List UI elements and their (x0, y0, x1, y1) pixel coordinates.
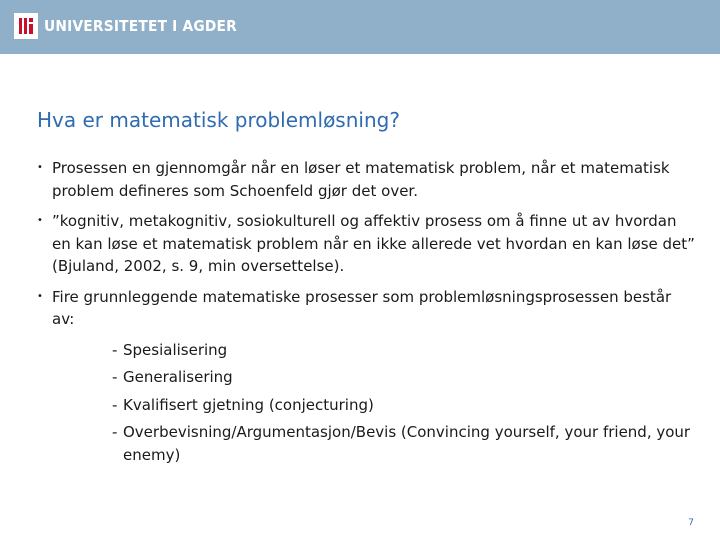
dash-marker: - (112, 395, 118, 414)
dash-marker: - (112, 368, 118, 386)
bullet-icon: • (37, 290, 43, 302)
bullet-text: Fire grunnleggende matematiske prosesser som problemløsningsprosessen består av: (52, 287, 672, 328)
bullet-icon: • (37, 215, 43, 226)
sub-list (37, 339, 697, 467)
sub-list-item (37, 421, 697, 466)
bullet-item (37, 286, 697, 331)
bullet-text: Prosessen en gjennomgår når en løser et matematisk problem, når et matematisk problem defineres som Schoenfeld gjør det over. (52, 159, 670, 200)
slide-title: Hva er matematisk problemløsning? (37, 108, 400, 132)
sub-item-text: Overbevisning/Argumentasjon/Bevis (Convincing yourself, your friend, your enemy) (123, 423, 691, 464)
university-logo (14, 13, 254, 39)
bullet-text: ”kognitiv, metakognitiv, sosiokulturell og affektiv prosess om å finne ut av hvordan en kan løse et matematisk problem når en ikke allerede vet hvordan en kan løse det” (Bjuland, 2002, s. 9, min oversettelse). (52, 212, 695, 275)
logo-text: UNIVERSITETET I AGDER (44, 17, 237, 35)
dash-marker: - (112, 340, 118, 359)
bullet-item (37, 157, 697, 202)
header-bar (0, 0, 720, 54)
sub-item-text: Kvalifisert gjetning (conjecturing) (123, 395, 374, 414)
sub-list-item (37, 339, 697, 362)
uia-logo-icon (14, 13, 38, 39)
sub-item-text: Generalisering (123, 368, 233, 386)
dash-marker: - (112, 423, 118, 441)
sub-list-item (37, 366, 697, 389)
sub-list-item (37, 394, 697, 417)
sub-item-text: Spesialisering (123, 340, 228, 359)
page-number: 7 (688, 518, 694, 528)
bullet-item (37, 210, 697, 278)
bullet-icon: • (37, 162, 43, 173)
slide-content (37, 157, 697, 471)
